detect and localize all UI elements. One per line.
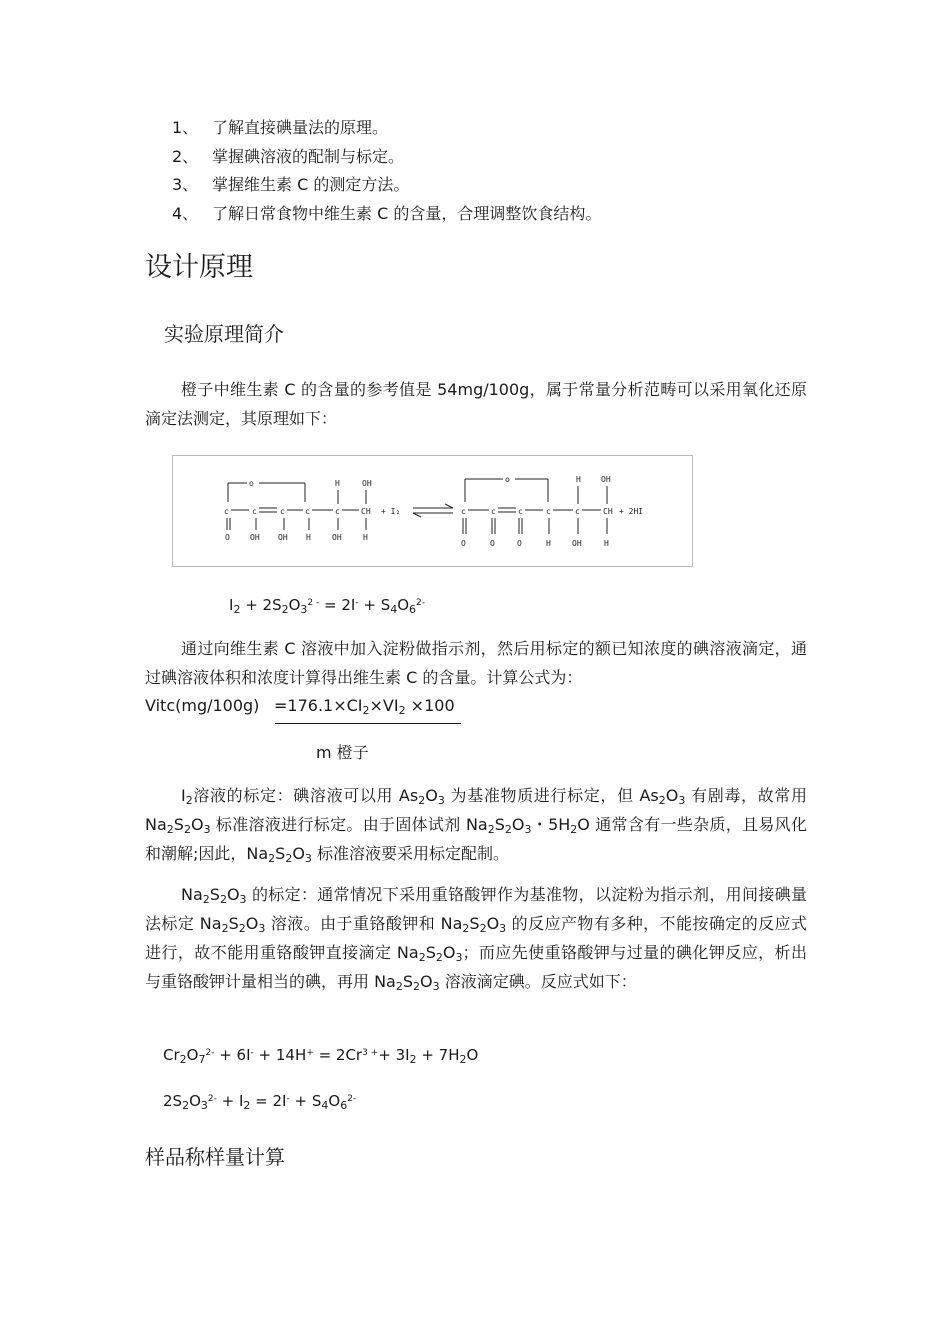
- thiosulfate-standardization-paragraph: $Na_2S_2O_3$ 的标定：通常情况下采用重铬酸钾作为基准物，以淀粉为指示剂，用间接碘量法标定 $Na_2S_2O_3$ 溶液。由于重铬酸钾和 $Na_2S_2O_3$ 的反应产物有多种，不能按确定的反应式进行，故不能用重铬酸钾直接滴定 $Na_2S_2O_3$；而应先使重铬酸钾与过量的碘化钾反应，析出与重铬酸钾计量相当的碘，再用 $Na_2S_2O_3$ 溶液滴定碘。反应式如下：: [145, 885, 807, 993]
- svg-text:OH: OH: [601, 475, 611, 484]
- svg-text:H: H: [546, 539, 551, 548]
- heading-principle-intro: 实验原理简介: [164, 322, 284, 346]
- svg-text:c: c: [575, 507, 580, 516]
- ring-oxygen: o: [249, 479, 254, 488]
- svg-text:c: c: [305, 507, 310, 516]
- objective-item: 1、 了解直接碘量法的原理。: [172, 118, 389, 137]
- intro-paragraph: 橙子中维生素 C 的含量的参考值是 54mg/100g，属于常量分析范畴可以采用氧化还原滴定法测定，其原理如下：: [145, 380, 807, 428]
- svg-text:c: c: [335, 507, 340, 516]
- svg-text:H: H: [363, 533, 368, 542]
- svg-text:O: O: [225, 533, 230, 542]
- svg-text:c: c: [224, 507, 229, 516]
- svg-text:OH: OH: [278, 533, 288, 542]
- svg-text:H: H: [604, 539, 609, 548]
- objective-item: 3、 掌握维生素 C 的测定方法。: [172, 175, 410, 194]
- svg-text:H: H: [306, 533, 311, 542]
- svg-text:CH: CH: [361, 507, 371, 516]
- objective-item: 2、 掌握碘溶液的配制与标定。: [172, 147, 405, 166]
- svg-text:H: H: [335, 479, 340, 488]
- fraction-bar: [275, 723, 461, 724]
- svg-text:c: c: [461, 507, 466, 516]
- svg-text:O: O: [517, 539, 522, 548]
- formula-lhs: Vitc(mg/100g): [145, 696, 260, 715]
- svg-text:c: c: [491, 507, 496, 516]
- svg-text:c: c: [518, 507, 523, 516]
- svg-text:H: H: [576, 475, 581, 484]
- svg-text:c: c: [280, 507, 285, 516]
- heading-sample-weight: 样品称样量计算: [145, 1145, 285, 1169]
- svg-text:OH: OH: [250, 533, 260, 542]
- equation-iodine-thiosulfate: $I_2 + 2S_2O_3^{2 -} = 2I^- + S_4O_6^{2-}$: [229, 596, 426, 616]
- svg-text:c: c: [252, 507, 257, 516]
- formula-numerator: $=176.1\times CI_2\times VI_2 \times 100$: [274, 696, 455, 717]
- titration-paragraph: 通过向维生素 C 溶液中加入淀粉做指示剂，然后用标定的额已知浓度的碘溶液滴定，通过碘溶液体积和浓度计算得出维生素 C 的含量。计算公式为：: [145, 639, 807, 687]
- vitamin-c-reaction-figure: [172, 455, 693, 567]
- svg-text:o: o: [505, 475, 510, 484]
- svg-text:c: c: [546, 507, 551, 516]
- equation-dichromate-iodide: $Cr_2O_7^{2-} + 6I^- + 14H^+ = 2Cr^{3 +}+ 3I_2 + 7H_2O$: [163, 1046, 479, 1066]
- svg-text:OH: OH: [572, 539, 582, 548]
- svg-text:OH: OH: [332, 533, 342, 542]
- heading-design-principle: 设计原理: [145, 252, 253, 283]
- objective-item: 4、 了解日常食物中维生素 C 的含量，合理调整饮食结构。: [172, 204, 602, 223]
- reaction-structure-diagram: [173, 456, 694, 568]
- svg-text:CH: CH: [603, 507, 613, 516]
- svg-text:OH: OH: [362, 479, 372, 488]
- iodine-standardization-paragraph: $I_2$溶液的标定：碘溶液可以用 $As_2O_3$ 为基准物质进行标定，但 $As_2O_3$ 有剧毒，故常用 $Na_2S_2O_3$ 标准溶液进行标定。由于固体试剂 $Na_2S_2O_3$・$5H_2O$ 通常含有一些杂质，且易风化和潮解;因此，$Na_2S_2O_3$ 标准溶液要采用标定配制。: [145, 786, 807, 865]
- svg-text:O: O: [461, 539, 466, 548]
- svg-text:+ 2HI: + 2HI: [619, 507, 644, 516]
- svg-text:+ I₂: + I₂: [381, 507, 401, 516]
- equation-thiosulfate-iodine: $2S_2O_3^{2-} + I_2 = 2I^- + S_4O_6^{2-}$: [163, 1092, 357, 1112]
- formula-denominator: m 橙子: [316, 743, 369, 762]
- svg-text:O: O: [490, 539, 495, 548]
